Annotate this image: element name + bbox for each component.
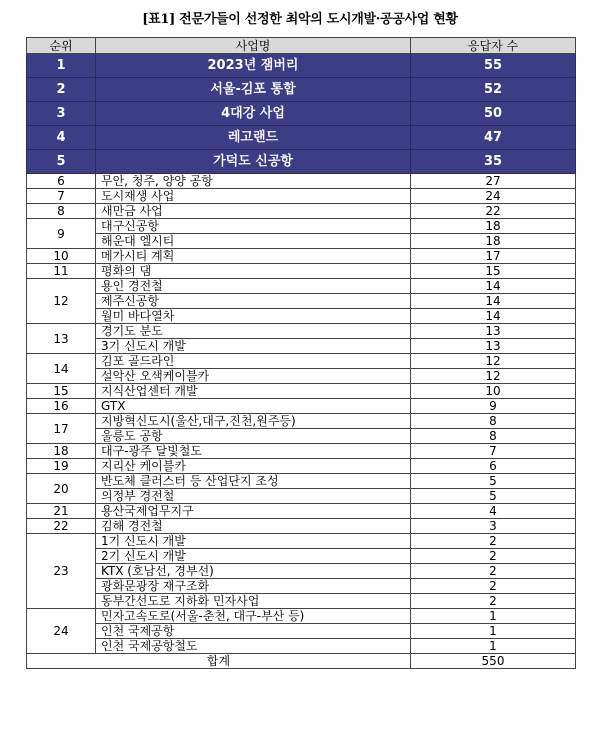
name-cell: 경기도 분도 (96, 324, 411, 339)
count-cell: 55 (411, 54, 576, 78)
total-count: 550 (411, 654, 576, 669)
table-row (27, 264, 576, 279)
header-row (27, 38, 576, 54)
count-cell: 9 (411, 399, 576, 414)
table-row (27, 534, 576, 549)
table-row (27, 279, 576, 294)
name-cell: 용인 경전철 (96, 279, 411, 294)
rank-cell: 9 (27, 219, 96, 249)
name-cell: 울릉도 공항 (96, 429, 411, 444)
header-count: 응답자 수 (411, 38, 576, 54)
total-label: 합계 (27, 654, 411, 669)
name-cell: 해운대 엘시티 (96, 234, 411, 249)
name-cell: 레고랜드 (96, 126, 411, 150)
name-cell: 민자고속도로(서울-춘천, 대구-부산 등) (96, 609, 411, 624)
count-cell: 3 (411, 519, 576, 534)
rank-cell: 1 (27, 54, 96, 78)
name-cell: 설악산 오색케이블카 (96, 369, 411, 384)
table-row (27, 639, 576, 654)
name-cell: 1기 신도시 개발 (96, 534, 411, 549)
count-cell: 22 (411, 204, 576, 219)
rank-cell: 7 (27, 189, 96, 204)
name-cell: 인천 국제공항 (96, 624, 411, 639)
rank-cell: 2 (27, 78, 96, 102)
count-cell: 2 (411, 579, 576, 594)
table-row (27, 234, 576, 249)
name-cell: 3기 신도시 개발 (96, 339, 411, 354)
name-cell: 대구-광주 달빛철도 (96, 444, 411, 459)
name-cell: 김해 경전철 (96, 519, 411, 534)
name-cell: KTX (호남선, 경부선) (96, 564, 411, 579)
table-row (27, 609, 576, 624)
count-cell: 14 (411, 294, 576, 309)
name-cell: 2기 신도시 개발 (96, 549, 411, 564)
table-row (27, 519, 576, 534)
name-cell: 서울-김포 통합 (96, 78, 411, 102)
table-row (27, 294, 576, 309)
table-row (27, 324, 576, 339)
name-cell: 지식산업센터 개발 (96, 384, 411, 399)
table-row-top (27, 102, 576, 126)
name-cell: 지방혁신도시(울산,대구,진천,원주등) (96, 414, 411, 429)
table-row (27, 309, 576, 324)
count-cell: 24 (411, 189, 576, 204)
count-cell: 1 (411, 639, 576, 654)
table-row (27, 369, 576, 384)
rank-cell: 23 (27, 534, 96, 609)
table-row-top (27, 126, 576, 150)
rank-cell: 14 (27, 354, 96, 384)
rank-cell: 18 (27, 444, 96, 459)
rank-cell: 24 (27, 609, 96, 654)
name-cell: 제주신공항 (96, 294, 411, 309)
name-cell: 월미 바다열차 (96, 309, 411, 324)
count-cell: 18 (411, 219, 576, 234)
table-row (27, 174, 576, 189)
count-cell: 7 (411, 444, 576, 459)
count-cell: 14 (411, 309, 576, 324)
table-row (27, 249, 576, 264)
rank-cell: 22 (27, 519, 96, 534)
rank-cell: 21 (27, 504, 96, 519)
table-row (27, 339, 576, 354)
name-cell: 동부간선도로 지하화 민자사업 (96, 594, 411, 609)
name-cell: 2023년 잼버리 (96, 54, 411, 78)
table-row (27, 564, 576, 579)
count-cell: 52 (411, 78, 576, 102)
count-cell: 2 (411, 534, 576, 549)
count-cell: 15 (411, 264, 576, 279)
table-row (27, 489, 576, 504)
rank-cell: 13 (27, 324, 96, 354)
rank-cell: 4 (27, 126, 96, 150)
table-row (27, 414, 576, 429)
table-row (27, 594, 576, 609)
table-row (27, 504, 576, 519)
table-row (27, 429, 576, 444)
count-cell: 4 (411, 504, 576, 519)
count-cell: 14 (411, 279, 576, 294)
name-cell: 무안, 청주, 양양 공항 (96, 174, 411, 189)
name-cell: 메가시티 계획 (96, 249, 411, 264)
name-cell: 가덕도 신공항 (96, 150, 411, 174)
table-row (27, 204, 576, 219)
rank-cell: 17 (27, 414, 96, 444)
table-row (27, 384, 576, 399)
count-cell: 27 (411, 174, 576, 189)
name-cell: 광화문광장 재구조화 (96, 579, 411, 594)
name-cell: 인천 국제공항철도 (96, 639, 411, 654)
count-cell: 8 (411, 429, 576, 444)
rank-cell: 12 (27, 279, 96, 324)
table-row-top (27, 150, 576, 174)
name-cell: 반도체 클러스터 등 산업단지 조성 (96, 474, 411, 489)
count-cell: 10 (411, 384, 576, 399)
count-cell: 6 (411, 459, 576, 474)
table-row (27, 444, 576, 459)
rank-cell: 3 (27, 102, 96, 126)
count-cell: 2 (411, 594, 576, 609)
count-cell: 12 (411, 369, 576, 384)
table-row (27, 579, 576, 594)
name-cell: 대구신공항 (96, 219, 411, 234)
table-row (27, 219, 576, 234)
rank-cell: 11 (27, 264, 96, 279)
name-cell: 용산국제업무지구 (96, 504, 411, 519)
table-body (27, 54, 576, 669)
table-row (27, 474, 576, 489)
count-cell: 13 (411, 324, 576, 339)
name-cell: GTX (96, 399, 411, 414)
rank-cell: 15 (27, 384, 96, 399)
count-cell: 8 (411, 414, 576, 429)
count-cell: 5 (411, 489, 576, 504)
header-rank: 순위 (27, 38, 96, 54)
table-title: [표1] 전문가들이 선정한 최악의 도시개발·공공사업 현황 (142, 12, 458, 27)
count-cell: 35 (411, 150, 576, 174)
count-cell: 13 (411, 339, 576, 354)
name-cell: 의정부 경전철 (96, 489, 411, 504)
header-name: 사업명 (96, 38, 411, 54)
rank-cell: 6 (27, 174, 96, 189)
rank-cell: 16 (27, 399, 96, 414)
table-row (27, 189, 576, 204)
table-row-top (27, 78, 576, 102)
count-cell: 1 (411, 609, 576, 624)
count-cell: 2 (411, 564, 576, 579)
name-cell: 4대강 사업 (96, 102, 411, 126)
count-cell: 47 (411, 126, 576, 150)
rank-cell: 8 (27, 204, 96, 219)
table-row-top (27, 54, 576, 78)
table-row (27, 549, 576, 564)
count-cell: 12 (411, 354, 576, 369)
name-cell: 새만금 사업 (96, 204, 411, 219)
table-row (27, 459, 576, 474)
table-row (27, 399, 576, 414)
rank-cell: 5 (27, 150, 96, 174)
ranking-table (26, 37, 576, 669)
count-cell: 1 (411, 624, 576, 639)
total-row (27, 654, 576, 669)
count-cell: 18 (411, 234, 576, 249)
table-row (27, 354, 576, 369)
name-cell: 도시재생 사업 (96, 189, 411, 204)
rank-cell: 10 (27, 249, 96, 264)
count-cell: 17 (411, 249, 576, 264)
table-row (27, 624, 576, 639)
rank-cell: 19 (27, 459, 96, 474)
rank-cell: 20 (27, 474, 96, 504)
name-cell: 김포 골드라인 (96, 354, 411, 369)
count-cell: 5 (411, 474, 576, 489)
name-cell: 평화의 댐 (96, 264, 411, 279)
count-cell: 2 (411, 549, 576, 564)
name-cell: 지리산 케이블카 (96, 459, 411, 474)
count-cell: 50 (411, 102, 576, 126)
